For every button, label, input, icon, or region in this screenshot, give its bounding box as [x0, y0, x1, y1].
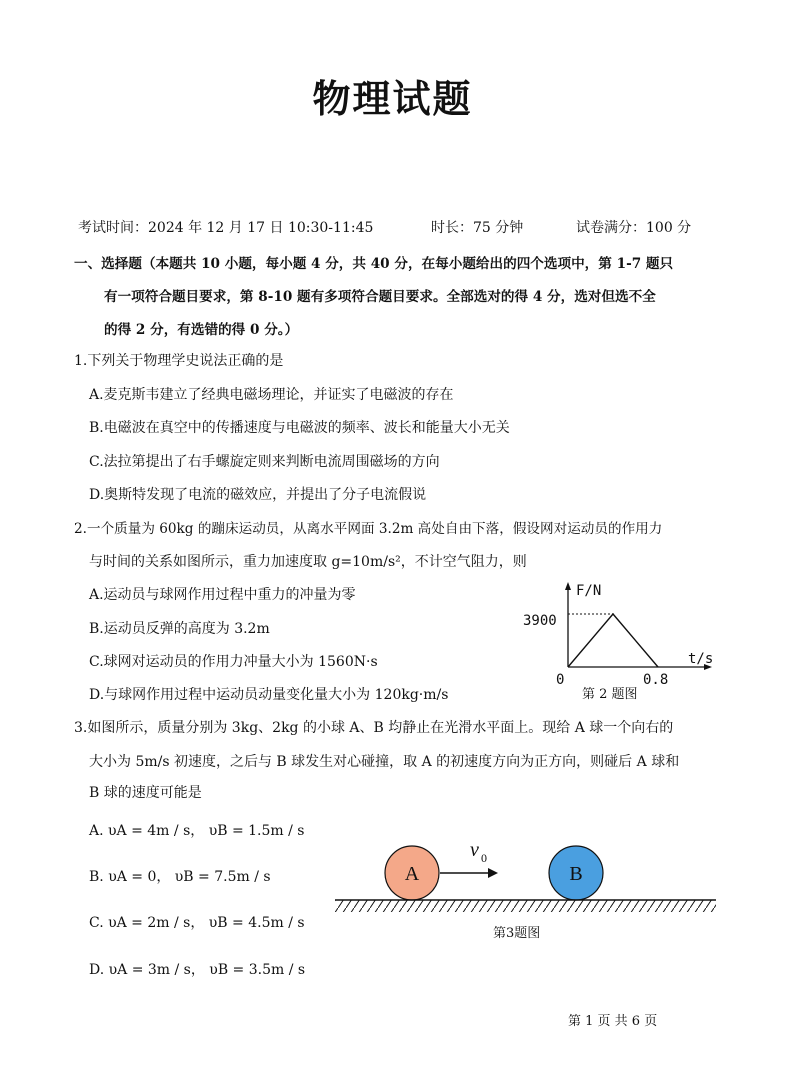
q2-option-d: D.与球网作用过程中运动员动量变化量大小为 120kg·m/s — [89, 687, 449, 703]
q3-stem-line1: 3.如图所示，质量分别为 3kg、2kg 的小球 A、B 均静止在光滑水平面上。现给 A 球一个向右的 — [74, 720, 674, 736]
ball-b-label: B — [569, 863, 583, 885]
section-header-line2: 有一项符合题目要求，第 8-10 题有多项符合题目要求。全部选对的得 4 分，选对但选不全 — [104, 289, 656, 305]
velocity-arrowhead — [488, 868, 498, 878]
peak-tick-label: 3900 — [523, 613, 557, 629]
ground-hatching — [335, 900, 716, 912]
velocity-subscript: 0 — [481, 851, 487, 865]
origin-label: 0 — [556, 672, 565, 688]
q1-option-b: B.电磁波在真空中的传播速度与电磁波的频率、波长和能量大小无关 — [89, 420, 510, 436]
page-title: 物理试题 — [312, 77, 473, 121]
force-series-line — [568, 614, 658, 667]
q2-stem-line1: 2.一个质量为 60kg 的蹦床运动员，从离水平网面 3.2m 高处自由下落，假设网对运动员的作用力 — [74, 521, 663, 537]
q3-option-a: A. υA = 4m / s， υB = 1.5m / s — [89, 823, 305, 839]
section-header-line3: 的得 2 分，有选错的得 0 分。） — [104, 322, 299, 338]
q3-option-d: D. υA = 3m / s， υB = 3.5m / s — [89, 962, 306, 978]
ball-a-label: A — [404, 863, 420, 885]
q1-option-d: D.奥斯特发现了电流的磁效应，并提出了分子电流假说 — [89, 487, 427, 503]
q2-option-c: C.球网对运动员的作用力冲量大小为 1560N·s — [89, 654, 378, 670]
q3-stem-line3: B 球的速度可能是 — [89, 785, 202, 801]
exam-score: 试卷满分：100 分 — [576, 220, 692, 236]
exam-duration: 时长：75 分钟 — [431, 220, 524, 236]
q3-figure-caption: 第3题图 — [493, 926, 541, 941]
q1-option-a: A.麦克斯韦建立了经典电磁场理论，并证实了电磁波的存在 — [89, 387, 454, 403]
q2-option-b: B.运动员反弹的高度为 3.2m — [89, 621, 270, 637]
page-number: 第 1 页 共 6 页 — [568, 1014, 658, 1029]
x-axis-label: t/s — [688, 651, 714, 667]
section-header-line1: 一、选择题（本题共 10 小题，每小题 4 分，共 40 分，在每小题给出的四个选项中，第 1-7 题只 — [74, 256, 674, 272]
exam-time: 考试时间：2024 年 12 月 17 日 10:30-11:45 — [78, 220, 374, 236]
end-tick-label: 0.8 — [643, 672, 669, 688]
velocity-label: v — [470, 839, 479, 861]
q3-collision-figure — [330, 836, 720, 916]
q2-stem-line2: 与时间的关系如图所示，重力加速度取 g=10m/s²，不计空气阻力，则 — [89, 554, 527, 570]
q3-option-c: C. υA = 2m / s， υB = 4.5m / s — [89, 915, 305, 931]
q3-option-b: B. υA = 0， υB = 7.5m / s — [89, 869, 271, 885]
q1-stem: 1.下列关于物理学史说法正确的是 — [74, 353, 284, 369]
y-axis-label: F/N — [576, 583, 602, 599]
q2-option-a: A.运动员与球网作用过程中重力的冲量为零 — [89, 587, 356, 603]
q1-option-c: C.法拉第提出了右手螺旋定则来判断电流周围磁场的方向 — [89, 454, 440, 470]
y-axis-arrow — [565, 582, 571, 590]
q2-figure-caption: 第 2 题图 — [582, 687, 638, 702]
q3-stem-line2: 大小为 5m/s 初速度，之后与 B 球发生对心碰撞，取 A 的初速度方向为正方向，则碰后 A 球和 — [89, 754, 680, 770]
peak-point — [612, 613, 614, 615]
